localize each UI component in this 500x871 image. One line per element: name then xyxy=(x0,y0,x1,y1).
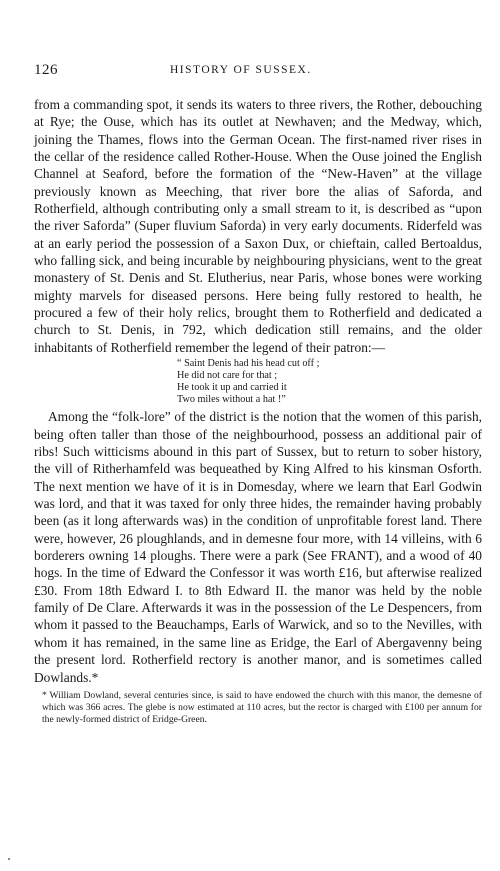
verse-line: Two miles without a hat !” xyxy=(177,393,286,405)
footnote-dowland: * William Dowland, several centuries since, is said to have endowed the church with this manor, the demesne of which was 366 acres. The glebe is now estimated at 110 acres, but the rector is charged with £100 per annum for the newly-formed district of Eridge-Green. xyxy=(42,689,482,725)
page-header xyxy=(34,62,482,80)
running-title: HISTORY OF SUSSEX. xyxy=(170,64,312,76)
page-speck xyxy=(8,858,10,860)
verse-line: He did not care for that ; xyxy=(177,369,278,381)
page-number: 126 xyxy=(34,62,58,78)
book-page xyxy=(34,62,482,726)
verse-line: “ Saint Denis had his head cut off ; xyxy=(177,358,320,370)
paragraph-rotherfield-rivers: from a commanding spot, it sends its waters to three rivers, the Rother, debouching at Rye; the Ouse, which has its outlet at Newhaven; and the Medway, which, joining the Thames, flows into the German Ocean. The first-named river rises in the cellar of the residence called Rother-House. When the Ouse joined the English Channel at Seaford, before the formation of the “New-Haven” at the village previously known as Meeching, that river bore the alias of Saforda, and Rotherfield, although contributing only a small stream to it, is described as “upon the river Saforda” (Super fluvium Saforda) in very early documents. Riderfeld was at an early period the possession of a Saxon Dux, or chieftain, called Bertoaldus, who falling sick, and being incurable by neighbouring physicians, went to the great monastery of St. Denis and St. Elutherius, near Paris, whose bones were working mighty marvels for diseased persons. Here being fully restored to health, he procured a few of their holy relics, brought them to Rotherfield and dedicated a church to St. Denis, in 792, which dedication still remains, and the older inhabitants of Rotherfield remember the legend of their patron:— xyxy=(34,97,482,355)
verse-line: He took it up and carried it xyxy=(177,381,287,393)
saint-denis-verse xyxy=(177,358,482,405)
paragraph-folklore-history: Among the “folk-lore” of the district is the notion that the women of this parish, being often taller than those of the neighbourhood, possess an additional pair of ribs! Such witticisms abound in this part of Sussex, but to return to sober history, the vill of Ritherhamfeld was bequeathed by King Alfred to his kinsman Osforth. The next mention we have of it is in Domesday, where we learn that Earl Godwin was lord, and that it was taxed for only three hides, the remainder having probably been (as it long afterwards was) in the condition of unprofitable forest land. There were, however, 26 ploughlands, and in demesne four more, with 14 villeins, with 6 borderers owning 14 ploughs. There were a park (See FRANT), and a wood of 40 hogs. In the time of Edward the Confessor it was worth £16, but afterwise realized £30. From 18th Edward I. to 8th Edward II. the manor was held by the noble family of De Clare. Afterwards it was in the possession of the Le Despencers, from whom it passed to the Beauchamps, Earls of Warwick, and so to the Nevilles, with whom it has remained, in the same line as Eridge, the Earl of Abergavenny being the present lord. Rotherfield rectory is another manor, and is sometimes called Dowlands.* xyxy=(34,409,482,685)
